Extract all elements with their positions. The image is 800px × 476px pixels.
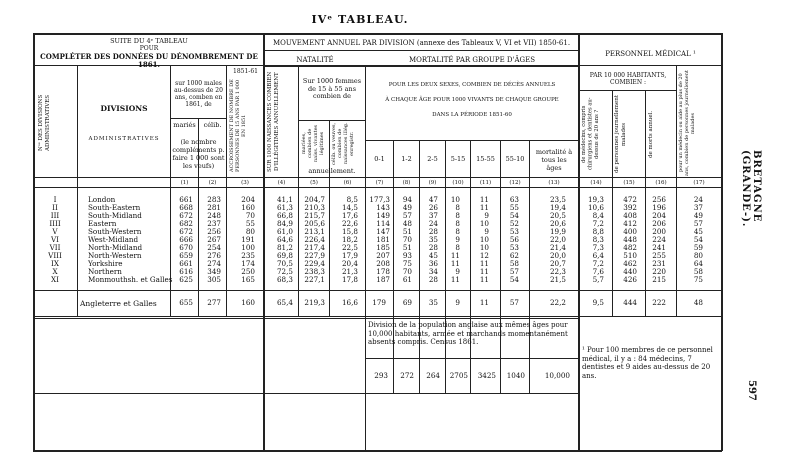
row-cell-c1: 670: [179, 243, 193, 252]
left-title-2: POUR: [139, 45, 159, 52]
row-cell-c3: 235: [241, 251, 255, 260]
row-cell-c9: 37: [428, 211, 438, 220]
row-cell-c13: 21,5: [549, 275, 566, 284]
row-cell-c8: 70: [402, 235, 412, 244]
row-division-name: North-Midland: [88, 243, 143, 252]
row-cell-c3: 55: [245, 219, 255, 228]
header-morts: de morts annuel.: [648, 110, 654, 158]
row-cell-c2: 276: [207, 251, 221, 260]
row-cell-c10: 8: [455, 219, 460, 228]
row-cell-c3: 250: [241, 267, 255, 276]
row-cell-c5: 238,3: [304, 267, 325, 276]
row-cell-c6: 22,6: [341, 219, 358, 228]
row-cell-c17: 59: [693, 243, 703, 252]
colnum-15: (15): [623, 180, 635, 186]
age-0-1: 0-1: [374, 155, 385, 163]
row-cell-c9: 36: [428, 259, 438, 268]
row-cell-c3: 80: [245, 227, 255, 236]
row-cell-c10: 8: [455, 243, 460, 252]
header-divisions-label: DIVISIONS: [100, 104, 148, 113]
row-cell-c13: 20,7: [549, 259, 566, 268]
row-cell-c13: 22,0: [549, 235, 566, 244]
row-cell-c11: 9: [484, 211, 489, 220]
row-cell-c11: 10: [479, 219, 489, 228]
row-cell-c2: 256: [207, 227, 221, 236]
row-cell-c11: 11: [479, 267, 489, 276]
total-c8: 69: [402, 298, 412, 307]
row-cell-c11: 10: [479, 235, 489, 244]
row-cell-c10: 9: [455, 235, 460, 244]
row-division-name: North-Western: [88, 251, 142, 260]
row-number: X: [52, 267, 58, 276]
row-number: VII: [49, 243, 61, 252]
row-cell-c1: 666: [179, 235, 193, 244]
colnum-13: (13): [548, 180, 560, 186]
row-cell-c7: 185: [376, 243, 390, 252]
row-cell-c16: 206: [652, 219, 666, 228]
row-cell-c12: 63: [509, 195, 519, 204]
row-cell-c6: 21,3: [341, 267, 358, 276]
header-mortalite-tous: mortalité à tous les âges: [535, 148, 573, 172]
colnum-5: (5): [310, 180, 318, 186]
left-title-1: SUITE DU 4ᵉ TABLEAU: [110, 37, 188, 45]
header-celib: célib.: [203, 121, 222, 129]
row-cell-c1: 668: [179, 203, 193, 212]
row-cell-c4: 70,5: [276, 259, 293, 268]
row-cell-c12: 62: [509, 251, 519, 260]
header-naissances: SUR 1000 NAISSANCES COMBIEN D'ILLÉGITIMES ANNUELLEMENT: [267, 71, 280, 173]
mortalite-description: [366, 82, 578, 119]
row-cell-c7: 181: [376, 235, 390, 244]
row-cell-c5: 217,4: [304, 243, 325, 252]
page-number: 597: [746, 380, 757, 401]
row-cell-c12: 55: [509, 203, 519, 212]
header-femmes-celib: célib. ou veuves, combien de naissances illég. enregistr.: [331, 122, 355, 165]
row-cell-c15: 448: [623, 235, 637, 244]
row-cell-c1: 659: [179, 251, 193, 260]
colnum-16: (16): [655, 180, 667, 186]
row-cell-c10: 9: [455, 267, 460, 276]
row-cell-c9: 28: [428, 227, 438, 236]
row-cell-c14: 5,7: [592, 275, 604, 284]
row-cell-c1: 661: [179, 195, 193, 204]
row-cell-c15: 440: [623, 267, 637, 276]
total-c3: 160: [241, 298, 255, 307]
row-cell-c6: 17,8: [341, 275, 358, 284]
total-c16: 222: [652, 298, 666, 307]
row-cell-c1: 625: [179, 275, 193, 284]
colnum-14: (14): [590, 180, 602, 186]
row-cell-c17: 80: [693, 251, 703, 260]
colnum-11: (11): [479, 180, 492, 186]
colnum-2: (2): [208, 180, 217, 186]
row-cell-c2: 248: [207, 211, 221, 220]
row-cell-c14: 10,6: [587, 203, 604, 212]
row-cell-c8: 61: [402, 275, 412, 284]
row-cell-c13: 20,5: [549, 211, 566, 220]
row-cell-c5: 227,9: [304, 251, 325, 260]
row-cell-c8: 49: [402, 203, 412, 212]
personnel-title: PERSONNEL MÉDICAL ¹: [605, 50, 696, 58]
row-cell-c2: 305: [207, 275, 221, 284]
row-cell-c3: 191: [241, 235, 255, 244]
row-cell-c7: 178: [376, 267, 390, 276]
colnum-1: (1): [180, 180, 189, 186]
row-cell-c6: 15,8: [341, 227, 358, 236]
row-cell-c6: 22,5: [341, 243, 358, 252]
row-cell-c14: 8,4: [592, 211, 604, 220]
mortalite-title: MORTALITÉ PAR GROUPE D'ÂGES: [408, 56, 536, 64]
row-cell-c16: 200: [652, 227, 666, 236]
row-cell-c3: 100: [241, 243, 255, 252]
division-value-2-5: 264: [426, 371, 440, 380]
row-cell-c4: 61,3: [276, 203, 293, 212]
colnum-3: (3): [241, 180, 249, 186]
left-title: [35, 37, 263, 69]
colnum-17: (17): [693, 180, 705, 186]
row-cell-c11: 10: [479, 243, 489, 252]
row-cell-c2: 274: [207, 259, 221, 268]
row-cell-c15: 412: [623, 219, 637, 228]
row-cell-c15: 408: [623, 211, 637, 220]
colnum-4: (4): [277, 180, 286, 186]
total-c17: 48: [693, 298, 703, 307]
row-cell-c8: 51: [402, 227, 412, 236]
row-cell-c17: 37: [693, 203, 703, 212]
row-cell-c14: 7,2: [592, 259, 604, 268]
row-cell-c16: 204: [652, 211, 666, 220]
total-name: Angleterre et Galles: [80, 299, 157, 308]
row-cell-c13: 20,6: [549, 219, 566, 228]
natalite-title: NATALITÉ: [296, 56, 334, 64]
row-cell-c16: 256: [652, 195, 666, 204]
row-cell-c5: 210,3: [304, 203, 325, 212]
row-number: IIII: [49, 219, 61, 228]
row-cell-c13: 19,4: [549, 203, 566, 212]
row-cell-c14: 19,3: [587, 195, 604, 204]
row-division-name: South-Midland: [88, 211, 142, 220]
row-cell-c14: 8,8: [592, 227, 604, 236]
row-cell-c15: 472: [623, 195, 637, 204]
row-cell-c15: 510: [623, 251, 637, 260]
row-cell-c14: 7,6: [592, 267, 604, 276]
row-cell-c14: 8,3: [592, 235, 604, 244]
row-cell-c5: 213,1: [304, 227, 325, 236]
row-number: III: [50, 211, 60, 220]
row-cell-c13: 22,3: [549, 267, 566, 276]
header-nos: Nᵒˢ DES DIVISIONS ADMINISTRATIVES: [38, 94, 51, 151]
row-cell-c17: 54: [693, 235, 703, 244]
row-cell-c8: 51: [402, 243, 412, 252]
row-division-name: London: [88, 195, 116, 204]
row-cell-c14: 6,4: [592, 251, 604, 260]
row-cell-c15: 400: [623, 227, 637, 236]
colnum-8: (8): [402, 180, 411, 186]
row-cell-c9: 45: [428, 251, 438, 260]
row-cell-c9: 34: [428, 267, 438, 276]
division-value-15-55: 3425: [477, 371, 496, 380]
row-cell-c1: 672: [179, 227, 193, 236]
row-division-name: Monmouthsh. et Galles: [88, 275, 173, 284]
row-cell-c17: 75: [693, 275, 703, 284]
mort-desc-3: DANS LA PÉRIODE 1851-60: [432, 112, 512, 118]
total-c9: 35: [428, 298, 438, 307]
row-cell-c7: 114: [376, 219, 390, 228]
row-cell-c4: 61,0: [276, 227, 293, 236]
header-divisions: [78, 105, 170, 143]
row-cell-c8: 70: [402, 267, 412, 276]
row-cell-c1: 616: [179, 267, 193, 276]
row-cell-c6: 17,6: [341, 211, 358, 220]
row-cell-c9: 35: [428, 235, 438, 244]
row-cell-c5: 226,4: [304, 235, 325, 244]
row-cell-c9: 28: [428, 275, 438, 284]
row-cell-c2: 254: [207, 243, 221, 252]
row-cell-c15: 482: [623, 243, 637, 252]
total-c14: 9,5: [592, 298, 604, 307]
row-cell-c14: 7,2: [592, 219, 604, 228]
row-cell-c12: 53: [509, 243, 519, 252]
row-cell-c6: 14,5: [341, 203, 358, 212]
row-cell-c5: 215,7: [304, 211, 325, 220]
row-cell-c15: 426: [623, 275, 637, 284]
row-cell-c9: 24: [428, 219, 438, 228]
row-cell-c2: 281: [207, 203, 221, 212]
header-complement: (le nombre compléments p. faire 1 000 sont les veufs): [172, 138, 225, 170]
total-c15: 444: [623, 298, 637, 307]
row-cell-c8: 75: [402, 259, 412, 268]
row-cell-c3: 160: [241, 203, 255, 212]
age-15-55: 15-55: [476, 155, 495, 163]
row-cell-c12: 54: [509, 275, 519, 284]
row-cell-c12: 56: [509, 235, 519, 244]
row-cell-c1: 672: [179, 211, 193, 220]
row-cell-c5: 205,6: [304, 219, 325, 228]
row-cell-c14: 7,3: [592, 243, 604, 252]
row-cell-c2: 237: [207, 219, 221, 228]
row-cell-c4: 72,5: [276, 267, 293, 276]
row-cell-c3: 174: [241, 259, 255, 268]
row-cell-c17: 45: [693, 227, 703, 236]
row-cell-c16: 255: [652, 251, 666, 260]
row-cell-c11: 12: [479, 251, 489, 260]
row-cell-c10: 11: [450, 259, 460, 268]
row-cell-c13: 21,4: [549, 243, 566, 252]
row-division-name: Northern: [88, 267, 122, 276]
total-c13: 22,2: [549, 298, 566, 307]
total-c7: 179: [372, 298, 386, 307]
division-value-55-10: 1040: [506, 371, 525, 380]
total-c10: 9: [455, 298, 460, 307]
row-cell-c2: 267: [207, 235, 221, 244]
mort-desc-2: À CHAQUE ÂGE POUR 1000 VIVANTS DE CHAQUE GROUPE: [385, 97, 559, 103]
total-c1: 655: [179, 298, 193, 307]
page-heading: IVᵉ TABLEAU.: [311, 13, 409, 26]
colnum-12: (12): [509, 180, 521, 186]
row-cell-c10: 11: [450, 251, 460, 260]
row-division-name: South-Eastern: [88, 203, 141, 212]
header-sur1000: sur 1000 males au-dessus de 20 ans, comben en 1861, de: [174, 80, 223, 108]
row-cell-c10: 10: [450, 195, 460, 204]
row-cell-c7: 207: [376, 251, 390, 260]
row-cell-c5: 229,4: [304, 259, 325, 268]
row-cell-c13: 19,9: [549, 227, 566, 236]
row-cell-c2: 283: [207, 195, 221, 204]
row-cell-c3: 165: [241, 275, 255, 284]
row-cell-c17: 24: [693, 195, 703, 204]
row-number: II: [52, 203, 58, 212]
colnum-7: (7): [375, 180, 384, 186]
row-cell-c10: 8: [455, 203, 460, 212]
footnote: ¹ Pour 100 membres de ce personnel médical, il y a : 84 médecins, 7 dentistes et 9 aides au-dessus de 20 ans.: [582, 346, 713, 380]
row-cell-c10: 11: [450, 275, 460, 284]
row-cell-c4: 69,8: [276, 251, 293, 260]
row-cell-c8: 48: [402, 219, 412, 228]
row-cell-c10: 8: [455, 211, 460, 220]
row-cell-c1: 661: [179, 259, 193, 268]
row-cell-c17: 57: [693, 219, 703, 228]
total-c11: 11: [479, 298, 489, 307]
division-value-total: 10,000: [544, 371, 570, 380]
row-cell-c8: 94: [402, 195, 412, 204]
row-cell-c12: 57: [509, 267, 519, 276]
row-cell-c17: 64: [693, 259, 703, 268]
row-division-name: Eastern: [88, 219, 117, 228]
row-cell-c12: 52: [509, 219, 519, 228]
row-cell-c15: 462: [623, 259, 637, 268]
row-cell-c15: 392: [623, 203, 637, 212]
row-cell-c7: 147: [376, 227, 390, 236]
row-cell-c5: 227,1: [304, 275, 325, 284]
row-division-name: South-Western: [88, 227, 142, 236]
header-annuellement: annuellement.: [308, 167, 356, 175]
row-cell-c13: 23,5: [549, 195, 566, 204]
row-cell-c7: 149: [376, 211, 390, 220]
side-label: BRETAGNE (GRANDE-).: [740, 150, 762, 228]
row-cell-c4: 41,1: [276, 195, 293, 204]
header-medecins: de médecins, compris chirurgiens et dentistes au-dessus de 20 ans ?: [581, 97, 600, 171]
left-title-3: COMPLÉTER DES DONNÉES DU DÉNOMBREMENT DE 1861.: [40, 52, 258, 69]
division-note: Division de la population anglaise aux mêmes âges pour 10,000 habitants, armée et marchands momentanément absents compris. Census 1861.: [368, 321, 568, 346]
header-maries: mariés: [173, 121, 196, 129]
row-cell-c9: 28: [428, 243, 438, 252]
row-cell-c11: 11: [479, 259, 489, 268]
age-1-2: 1-2: [401, 155, 412, 163]
row-cell-c4: 84,9: [276, 219, 293, 228]
total-c5: 219,3: [304, 298, 325, 307]
colnum-9: (9): [428, 180, 437, 186]
row-number: I: [53, 195, 57, 204]
row-division-name: West-Midland: [88, 235, 139, 244]
row-cell-c13: 20,0: [549, 251, 566, 260]
header-femmes-maries: mariées, combien de naiss. vivantes légitimes: [301, 124, 325, 163]
row-cell-c17: 58: [693, 267, 703, 276]
colnum-6: (6): [343, 180, 352, 186]
age-55-10: 55-10: [505, 155, 525, 163]
row-cell-c6: 20,4: [341, 259, 358, 268]
row-cell-c1: 682: [179, 219, 193, 228]
row-cell-c6: 8,5: [346, 195, 358, 204]
row-cell-c11: 11: [479, 275, 489, 284]
division-value-0-1: 293: [374, 371, 388, 380]
row-cell-c6: 18,2: [341, 235, 358, 244]
row-number: V: [52, 227, 58, 236]
age-5-15: 5-15: [450, 155, 466, 163]
row-cell-c4: 81,2: [276, 243, 293, 252]
row-cell-c11: 11: [479, 203, 489, 212]
total-c2: 277: [207, 298, 221, 307]
row-cell-c16: 220: [652, 267, 666, 276]
row-cell-c4: 64,6: [276, 235, 293, 244]
row-cell-c12: 54: [509, 211, 519, 220]
row-cell-c12: 58: [509, 259, 519, 268]
row-number: IX: [51, 259, 59, 268]
total-c6: 16,6: [341, 298, 358, 307]
row-cell-c10: 8: [455, 227, 460, 236]
row-cell-c6: 17,9: [341, 251, 358, 260]
division-value-1-2: 272: [400, 371, 414, 380]
row-cell-c5: 204,7: [304, 195, 325, 204]
row-cell-c7: 177,3: [369, 195, 390, 204]
row-cell-c8: 57: [402, 211, 412, 220]
header-admin-label: ADMINISTRATIVES: [88, 136, 160, 142]
row-cell-c9: 47: [428, 195, 438, 204]
row-cell-c11: 11: [479, 195, 489, 204]
age-2-5: 2-5: [427, 155, 438, 163]
row-cell-c17: 49: [693, 211, 703, 220]
total-c4: 65,4: [276, 298, 293, 307]
colnum-10: (10): [452, 180, 464, 186]
row-cell-c3: 204: [241, 195, 255, 204]
row-number: VI: [50, 235, 60, 244]
row-cell-c16: 241: [652, 243, 666, 252]
row-cell-c9: 26: [428, 203, 438, 212]
row-cell-c4: 66,8: [276, 211, 293, 220]
row-cell-c16: 224: [652, 235, 666, 244]
row-cell-c16: 196: [652, 203, 666, 212]
row-cell-c7: 208: [376, 259, 390, 268]
row-cell-c8: 93: [402, 251, 412, 260]
division-value-5-15: 2705: [449, 371, 468, 380]
row-cell-c2: 349: [207, 267, 221, 276]
header-pers-desc: PAR 10 000 HABITANTS, COMBIEN :: [589, 72, 667, 86]
row-cell-c7: 143: [376, 203, 390, 212]
mort-desc-1: POUR LES DEUX SEXES, COMBIEN DE DÉCÈS ANNUELS: [388, 82, 556, 88]
movement-title: MOUVEMENT ANNUEL PAR DIVISION (annexe des Tableaux V, VI et VII) 1850-61.: [272, 39, 571, 47]
row-cell-c12: 53: [509, 227, 519, 236]
row-number: XI: [51, 275, 59, 284]
row-division-name: Yorkshire: [88, 259, 123, 268]
header-journ: de personnes journellement malades: [614, 95, 627, 173]
row-cell-c16: 231: [652, 259, 666, 268]
total-c12: 57: [509, 298, 519, 307]
header-aide: pour un médecin ou aide au plus de 20 ans, combien de personnes journellement malades: [678, 70, 696, 176]
row-cell-c7: 187: [376, 275, 390, 284]
row-cell-c11: 9: [484, 227, 489, 236]
header-femmes: Sur 1000 femmes de 15 à 55 ans combien de: [302, 77, 362, 100]
header-accroissement: ACCROISSEMENT DE NOMBRE DE PERSONNES DE 15 ANS PAR 1 000 EN 1851: [229, 79, 247, 173]
row-cell-c16: 215: [652, 275, 666, 284]
row-cell-c4: 68,3: [276, 275, 293, 284]
row-cell-c3: 70: [245, 211, 255, 220]
row-number: VIII: [48, 251, 62, 260]
header-accr-year: 1851-61: [233, 68, 258, 75]
